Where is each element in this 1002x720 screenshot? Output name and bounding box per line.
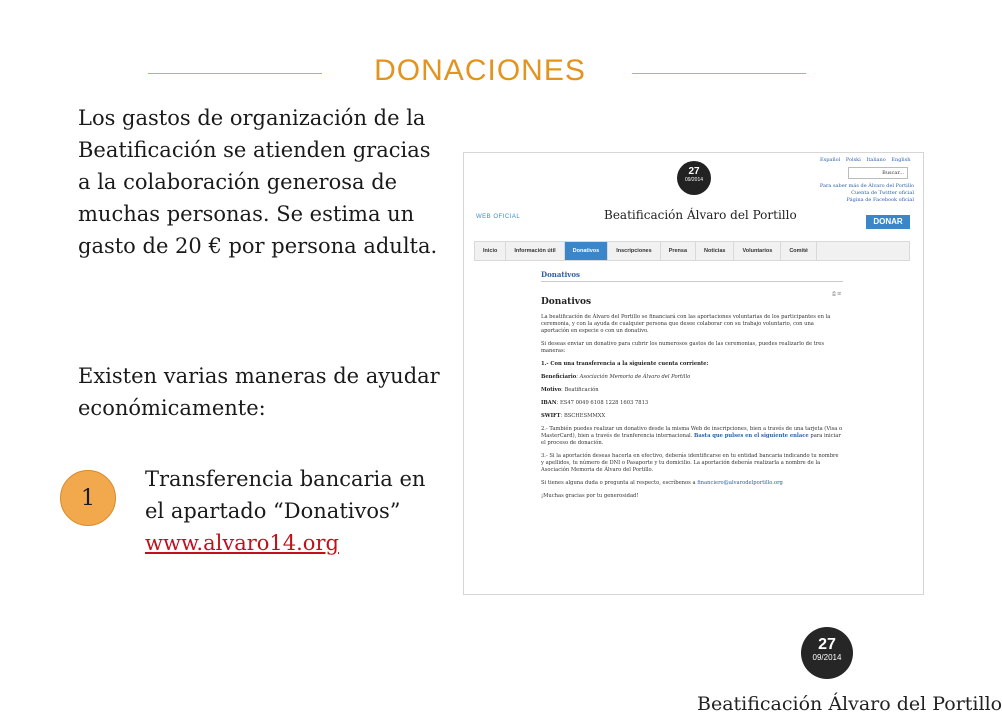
swift-row [541,413,843,420]
tab-donativos[interactable]: Donativos [565,242,609,260]
site-title: Beatificación Álvaro del Portillo [604,208,797,222]
site-nav [474,241,910,261]
donation-link[interactable]: Basta que pulses en el siguiente enlace [694,433,809,439]
iban-label: IBAN [541,400,557,406]
intro-paragraph: Los gastos de organización de la Beatificación se atienden gracias a la colaboración generosa de muchas personas. Se estima un gasto de 20 € por persona adulta. [78,106,438,258]
swift-value: : BSCHESMMXX [560,413,606,419]
side-link-twitter[interactable]: Cuenta de Twitter oficial [851,190,914,196]
lang-en[interactable]: English [891,157,911,163]
step-number-badge: 1 [60,470,116,526]
tab-informacion-util[interactable]: Información útil [506,242,564,260]
motivo-label: Motivo [541,387,562,393]
footer-logo-date: 09/2014 [812,653,842,662]
contact-row [541,480,843,487]
site-logo [677,161,711,195]
donation-website-link[interactable]: www.alvaro14.org [145,531,339,555]
contact-text: Si tienes alguna duda o pregunta al respecto, escríbenos a [541,480,696,486]
page-heading: Donativos [541,297,592,307]
option-1-text: 1.- Con una transferencia a la siguiente cuenta corriente: [541,361,709,367]
lang-pl[interactable]: Polski [845,157,861,163]
option-1 [541,361,843,368]
side-link-about[interactable]: Para saber más de Álvaro del Portillo [819,183,914,189]
option-2-text: 2.- También puedes realizar un donativo desde la misma Web de inscripciones, bien a través de una tarjeta (Visa o MasterCard), bien a través de tranferencia internacional. [541,426,843,439]
side-links [814,183,914,204]
breadcrumb[interactable]: Donativos [541,271,843,282]
iban-row [541,400,843,407]
print-email-icon[interactable]: ⎙ ✉ [831,291,841,297]
motivo-value: : Beatificación [561,387,599,393]
slide-title: DONACIONES [374,54,586,87]
tab-voluntarios[interactable]: Voluntarios [734,242,781,260]
tab-comite[interactable]: Comité [781,242,817,260]
tab-inscripciones[interactable]: Inscripciones [608,242,660,260]
ways-paragraph: Existen varias maneras de ayudar económicamente: [78,364,440,420]
tab-prensa[interactable]: Prensa [661,242,696,260]
search-input[interactable]: Buscar... [848,167,908,179]
step-text: Transferencia bancaria en el apartado “Donativos” [145,467,426,523]
beneficiario-row [541,374,843,381]
title-rule-left [148,73,322,74]
title-rule-right [632,73,806,74]
website-screenshot [463,152,924,595]
footer-logo [801,627,853,679]
intro-text: La beatificación de Álvaro del Portillo se financiará con las aportaciones voluntarias de los participantes en la ceremonia, y con la ayuda de cualquier persona que desee colaborar con su trabajo voluntario, con una aportación en especie o con un donativo. [541,314,831,334]
tab-inicio[interactable]: Inicio [475,242,506,260]
donativos-content [541,271,843,506]
site-logo-number: 27 [688,166,700,177]
iban-value: : ES47 0049 6108 1228 1603 7813 [556,400,649,406]
step-description [145,463,435,559]
option-3: 3.- Si la aportación deseas hacerla en efectivo, deberás identificarse en tu entidad bancaria indicando tu nombre y apellidos, tu número de DNI o Pasaporte y tu domicilio. La aportación deberás realizarla a nombre de la Asociación Memoria de Álvaro del Portillo. [541,453,839,473]
lang-es[interactable]: Español [820,157,841,163]
donate-button[interactable]: DONAR [866,215,910,229]
option-2-end: para iniciar el proceso de donación. [541,433,841,446]
footer-name: Beatificación Álvaro del Portillo [697,693,1002,715]
footer-logo-number: 27 [818,636,836,653]
motivo-row [541,387,843,394]
beneficiario-label: Beneficiario [541,374,577,380]
option-2 [541,426,843,447]
side-link-facebook[interactable]: Página de Facebook oficial [846,197,914,203]
swift-label: SWIFT [541,413,561,419]
site-logo-date: 09/2014 [684,177,704,183]
language-links [820,157,914,163]
thanks-text: ¡Muchas gracias por tu generosidad! [541,493,639,499]
beneficiario-value: : Asociación Memoria de Álvaro del Portillo [576,374,691,380]
tab-noticias[interactable]: Noticias [696,242,734,260]
lang-it[interactable]: Italiano [866,157,886,163]
intro-text-2: Si deseas enviar un donativo para cubrir los numerosos gastos de las ceremonias, puedes realizarlo de tres maneras: [541,341,824,354]
contact-email-link[interactable]: financiero@alvarodelportillo.org [697,480,783,486]
web-oficial-label: WEB OFICIAL [476,214,521,220]
